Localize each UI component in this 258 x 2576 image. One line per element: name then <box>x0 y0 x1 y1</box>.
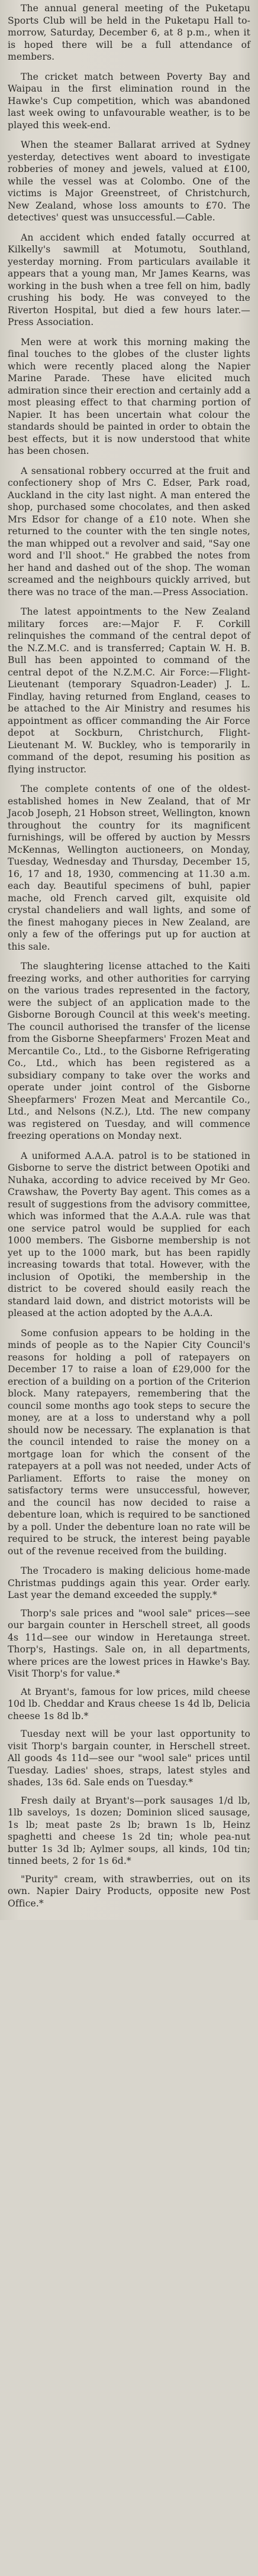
ad-bryants-cheese: At Bryant's, famous for low prices, mild cheese 10d lb. Cheddar and Kraus cheese 1s 4d lb, Delicia cheese 1s 8d lb.* <box>8 1686 250 1721</box>
ad-bryants-fresh-daily: Fresh daily at Bryant's—pork sausages 1/d lb, 1lb saveloys, 1s dozen; Dominion sliced sausage, 1s lb; meat paste 2s lb; brawn 1s lb, Heinz spaghetti and cheese 1s 2d tin; whole pea-nut butter 1s 3d lb; Aylmer soups, all kinds, 10d tin; tinned beets, 2 for 1s 6d.* <box>8 1795 250 1866</box>
ad-purity-cream: "Purity" cream, with strawberries, out on its own. Napier Dairy Products, opposite new Post Office.* <box>8 1873 250 1909</box>
ad-thorps-bargain-counter: Tuesday next will be your last opportunity to visit Thorp's bargain counter, in Herschell street. All goods 4s 11d—see our "wool sale" prices until Tuesday. Ladies' shoes, straps, latest styles and shades, 13s 6d. Sale ends on Tuesday.* <box>8 1729 250 1788</box>
news-item-military-appointments: The latest appointments to the New Zealand military forces are:—Major F. F. Corkill relinquishes the command of the central depot of the N.Z.M.C. and is transferred; Captain W. H. B. Bull has been appointed to command of the central depot of the N.Z.M.C. Air Force:—Flight-Lieutenant (temporary Squadron-Leader) J. L. Findlay, having returned from England, ceases to be attached to the Air Ministry and resumes his appointment as officer commanding the Air Force depot at Sockburn, Christchurch, Flight-Lieutenant M. W. Buckley, who is temporarily in command of the depot, resuming his position as flying instructor. <box>8 606 250 775</box>
ad-thorps-sale-prices: Thorp's sale prices and "wool sale" prices—see our bargain counter in Herschell street, all goods 4s 11d—see our window in Heretaunga street. Thorp's, Hastings. Sale on, in all departments, where prices are the lowest prices in Hawke's Bay. Visit Thorp's for value.* <box>8 1607 250 1679</box>
news-item-aaa-patrol: A uniformed A.A.A. patrol is to be stationed in Gisborne to serve the district between Opotiki and Nuhaka, according to advice received by Mr Geo. Crawshaw, the Poverty Bay agent. This comes as a result of suggestions from the advisory committee, which was informed that the A.A.A. rule was that one service patrol would be supplied for each 1000 members. The Gisborne membership is not yet up to the 1000 mark, but has been rapidly increasing towards that total. However, with the inclusion of Opotiki, the membership in the district to be covered should easily reach the standard laid down, and district motorists will be pleased at the action adopted by the A.A.A. <box>8 1150 250 1318</box>
news-item-marine-parade-lights: Men were at work this morning making the final touches to the globes of the cluster lights which were recently placed along the Napier Marine Parade. These have elicited much admiration since their erection and certainly add a most pleasing effect to that charming portion of Napier. It has been uncertain what colour the standards should be painted in order to obtain the best effects, but it is now understood that white has been chosen. <box>8 336 250 456</box>
news-item-napier-loan-poll: Some confusion appears to be holding in the minds of people as to the Napier City Council's reasons for holding a poll of ratepayers on December 17 to raise a loan of £29,000 for the erection of a building on a portion of the Criterion block. Many ratepayers, remembering that the council some months ago took steps to secure the money, are at a loss to understand why a poll should now be necessary. The explanation is that the council intended to raise the money on a mortgage loan for which the consent of the ratepayers at a poll was not needed, under Acts of Parliament. Efforts to raise the money on satisfactory terms were unsuccessful, however, and the council has now decided to raise a debenture loan, which is required to be sanctioned by a poll. Under the debenture loan no rate will be required to be struck, the interest being payable out of the revenue received from the building. <box>8 1327 250 1557</box>
news-item-sawmill-accident: An accident which ended fatally occurred at Kilkelly's sawmill at Motumotu, Southland, yesterday morning. From particulars available it appears that a young man, Mr James Kearns, was working in the bush when a tree fell on him, badly crushing his body. He was conveyed to the Riverton Hospital, but died a few hours later.—Press Association. <box>8 232 250 327</box>
news-item-cricket-match: The cricket match between Poverty Bay and Waipau in the first elimination round in the Hawke's Cup competition, which was abandoned last week owing to unfavourable weather, is to be played this week-end. <box>8 71 250 131</box>
news-item-ballarat-robbery: When the steamer Ballarat arrived at Sydney yesterday, detectives went aboard to investigate robberies of money and jewels, valued at £100, while the vessel was at Colombo. One of the victims is Major Greenstreet, of Christchurch, New Zealand, whose loss amounts to £70. The detectives' quest was unsuccessful.—Cable. <box>8 139 250 223</box>
news-item-auckland-robbery: A sensational robbery occurred at the fruit and confectionery shop of Mrs C. Edser, Park road, Auckland in the city last night. A man entered the shop, purchased some chocolates, and then asked Mrs Edsor for change of a £10 note. When she returned to the counter with the ten single notes, the man whipped out a revolver and said, "Say one word and I'll shoot." He grabbed the notes from her hand and dashed out of the shop. The woman screamed and the neighbours quickly arrived, but there was no trace of the man.—Press Association. <box>8 465 250 597</box>
news-item-slaughtering-license: The slaughtering license attached to the Kaiti freezing works, and other authorities for carrying on the various trades represented in the factory, were the subject of an application made to the Gisborne Borough Council at this week's meeting. The council authorised the transfer of the license from the Gisborne Sheepfarmers' Frozen Meat and Mercantile Co., Ltd., to the Gisborne Refrigerating Co., Ltd., which has been registered as a subsidiary company to take over the works and operate under joint control of the Gisborne Sheepfarmers' Frozen Meat and Mercantile Co., Ltd., and Nelsons (N.Z.), Ltd. The new company was registered on Tuesday, and will commence freezing operations on Monday next. <box>8 961 250 1141</box>
news-item-auction-sale: The complete contents of one of the oldest-established homes in New Zealand, that of Mr Jacob Joseph, 21 Hobson street, Wellington, known throughout the country for its magnificent furnishings, will be offered by auction by Messrs McKennas, Wellington auctioneers, on Monday, Tuesday, Wednesday and Thursday, December 15, 16, 17 and 18, 1930, commencing at 11.30 a.m. each day. Beautiful specimens of buhl, papier mache, old French carved gilt, exquisite old crystal chandeliers and wall lights, and some of the finest mahogany pieces in New Zealand, are only a few of the offerings put up for auction at this sale. <box>8 784 250 952</box>
news-item-puketapu-meeting: The annual general meeting of the Puketapu Sports Club will be held in the Puketapu Hall to-morrow, Saturday, December 6, at 8 p.m., when it is hoped there will be a full attendance of members. <box>8 3 250 62</box>
ad-trocadero-puddings: The Trocadero is making delicious home-made Christmas puddings again this year. Order early. Last year the demand exceeded the supply.* <box>8 1565 250 1600</box>
